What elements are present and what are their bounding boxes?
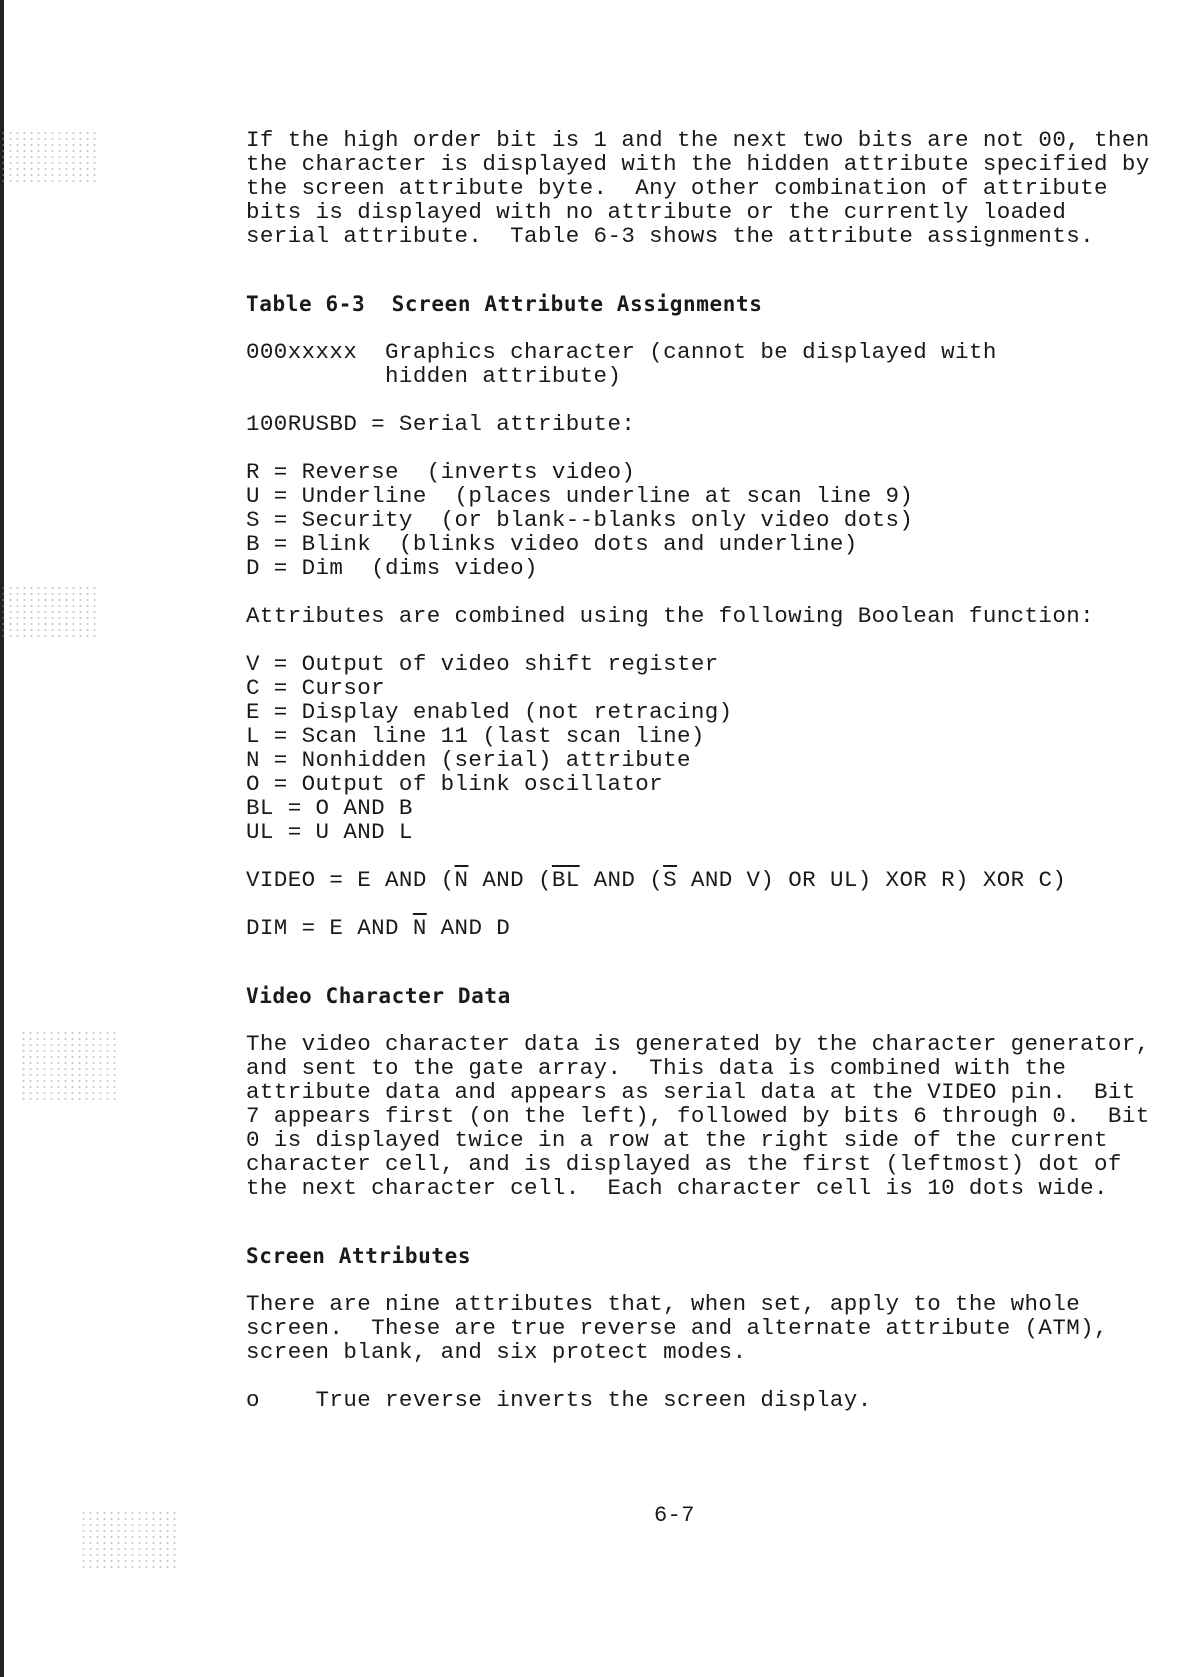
body-line: There are nine attributes that, when set, apply to the whole	[246, 1291, 1081, 1317]
body-line: and sent to the gate array. This data is combined with the	[246, 1055, 1067, 1081]
attribute-def: B = Blink (blinks video dots and underline)	[246, 531, 858, 557]
overlined-n: $\overline{N}$	[454, 867, 469, 893]
variable-def: N = Nonhidden (serial) attribute	[246, 747, 691, 773]
video-character-paragraph	[246, 1032, 1185, 1200]
variable-def: E = Display enabled (not retracing)	[246, 699, 733, 725]
serial-entry: 100RUSBD = Serial attribute:	[246, 411, 636, 437]
intro-line: the character is displayed with the hidden attribute specified by	[246, 151, 1150, 177]
variable-def: V = Output of video shift register	[246, 651, 719, 677]
intro-line: the screen attribute byte. Any other combination of attribute	[246, 175, 1108, 201]
variable-def: O = Output of blink oscillator	[246, 771, 664, 797]
bullet-item: o True reverse inverts the screen display.	[246, 1387, 872, 1413]
scan-noise-2	[0, 585, 100, 640]
variable-def: UL = U AND L	[246, 819, 413, 845]
body-line: The video character data is generated by the character generator,	[246, 1031, 1150, 1057]
scan-noise-4	[80, 1510, 180, 1570]
graphics-entry	[246, 340, 1185, 388]
overlined-n: $\overline{N}$	[412, 915, 427, 941]
intro-line: If the high order bit is 1 and the next two bits are not 00, then	[246, 127, 1150, 153]
video-formula	[246, 868, 1185, 892]
formula-part: AND V) OR UL) XOR R) XOR C)	[677, 867, 1067, 893]
scan-noise-3	[20, 1030, 120, 1100]
formula-part: AND D	[426, 915, 511, 941]
intro-paragraph	[246, 128, 1185, 248]
variable-def: L = Scan line 11 (last scan line)	[246, 723, 705, 749]
page-number: 6-7	[654, 1503, 695, 1528]
body-line: attribute data and appears as serial data at the VIDEO pin. Bit	[246, 1079, 1136, 1105]
attribute-def: U = Underline (places underline at scan line 9)	[246, 483, 914, 509]
attribute-def: S = Security (or blank--blanks only video dots)	[246, 507, 914, 533]
attribute-def: R = Reverse (inverts video)	[246, 459, 636, 485]
variable-def: C = Cursor	[246, 675, 386, 701]
variable-def: BL = O AND B	[246, 795, 413, 821]
body-line: the next character cell. Each character cell is 10 dots wide.	[246, 1175, 1108, 1201]
formula-part: AND (	[468, 867, 552, 893]
screen-attributes-paragraph	[246, 1292, 1185, 1364]
overlined-bl: $\overline{BL}$	[551, 867, 580, 893]
formula-part: AND (	[579, 867, 664, 893]
intro-line: serial attribute. Table 6-3 shows the attribute assignments.	[246, 223, 1095, 249]
intro-line: bits is displayed with no attribute or the currently loaded	[246, 199, 1067, 225]
body-line: character cell, and is displayed as the first (leftmost) dot of	[246, 1151, 1122, 1177]
attribute-definitions	[246, 460, 1185, 580]
scan-noise-1	[0, 130, 100, 185]
dim-formula	[246, 916, 1185, 940]
variable-definitions	[246, 652, 1185, 844]
formula-part: VIDEO = E AND (	[246, 867, 455, 893]
graphics-entry-line: 000xxxxx Graphics character (cannot be displayed with	[246, 339, 997, 365]
formula-part: DIM = E AND	[246, 915, 413, 941]
document-body	[246, 128, 1185, 1412]
page-left-edge	[0, 0, 4, 1677]
body-line: screen blank, and six protect modes.	[246, 1339, 747, 1365]
boolean-intro: Attributes are combined using the following Boolean function:	[246, 603, 1095, 629]
overlined-s: $\overline{S}$	[663, 867, 678, 893]
body-line: 7 appears first (on the left), followed by bits 6 through 0. Bit	[246, 1103, 1150, 1129]
graphics-entry-line: hidden attribute)	[246, 363, 622, 389]
body-line: screen. These are true reverse and alternate attribute (ATM),	[246, 1315, 1108, 1341]
video-character-data-heading: Video Character Data	[246, 984, 511, 1008]
screen-attributes-heading: Screen Attributes	[246, 1244, 472, 1268]
table-title: Table 6-3 Screen Attribute Assignments	[246, 292, 763, 316]
body-line: 0 is displayed twice in a row at the right side of the current	[246, 1127, 1108, 1153]
attribute-def: D = Dim (dims video)	[246, 555, 538, 581]
